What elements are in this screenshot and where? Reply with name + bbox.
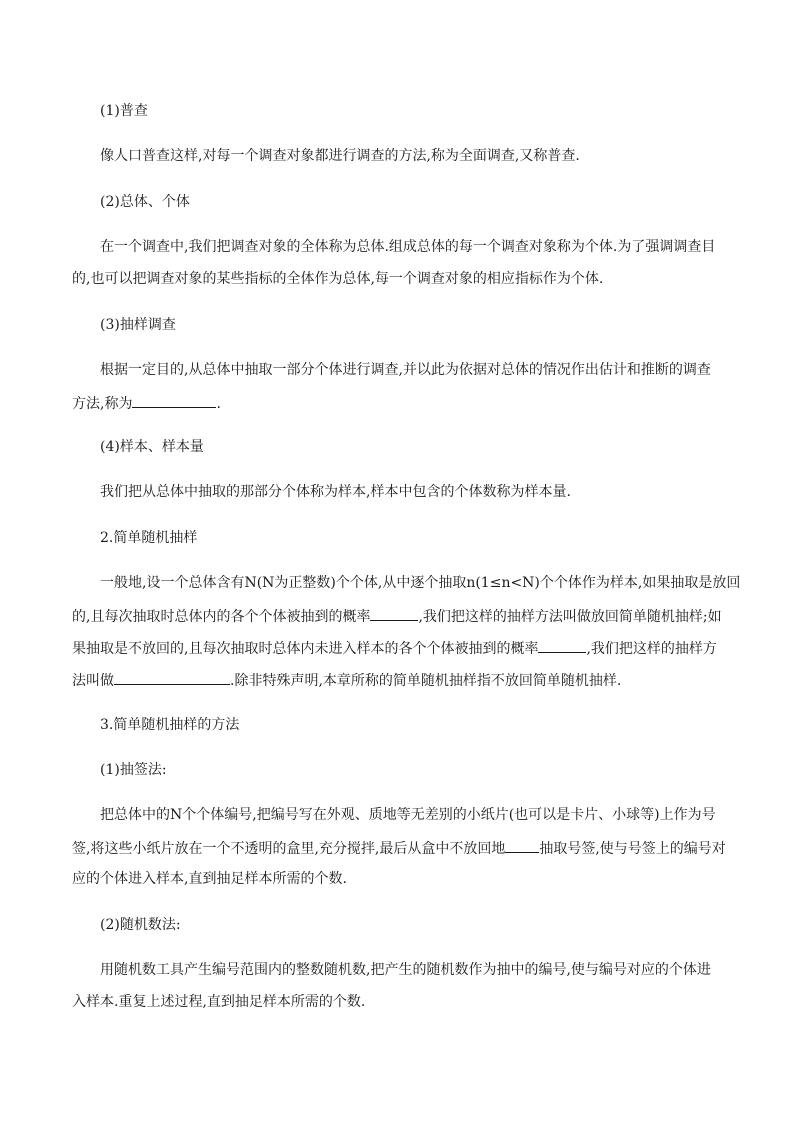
- text: 签,将这些小纸片放在一个不透明的盒里,充分搅拌,最后从盒中不放回地: [72, 841, 506, 857]
- heading-sample: (4)样本、样本量: [100, 439, 204, 455]
- fill-blank: [114, 669, 230, 685]
- heading-lottery-method: (1)抽签法:: [100, 762, 167, 778]
- text: 抽取号签,使与号签上的编号对: [539, 841, 726, 857]
- heading-simple-random-sampling: 2.简单随机抽样: [100, 530, 198, 546]
- text: .除非特殊声明,本章所称的简单随机抽样指不放回简单随机抽样.: [230, 673, 622, 689]
- paragraph-sampling-line1: 根据一定目的,从总体中抽取一部分个体进行调查,并以此为依据对总体的情况作出估计和推断的调查: [100, 362, 711, 378]
- text: ,我们把这样的抽样方法叫做放回简单随机抽样;如: [418, 609, 722, 625]
- text: .: [216, 396, 221, 412]
- text: 的,且每次抽取时总体内的各个个体被抽到的概率: [72, 609, 371, 625]
- heading-population-individual: (2)总体、个体: [100, 194, 190, 210]
- fill-blank: [370, 605, 418, 621]
- paragraph-lottery-line3: 应的个体进入样本,直到抽足样本所需的个数.: [72, 871, 347, 887]
- text: 法叫做: [72, 673, 114, 689]
- paragraph-sampling-line2: [72, 392, 221, 414]
- heading-srs-methods: 3.简单随机抽样的方法: [100, 717, 240, 733]
- heading-sampling-survey: (3)抽样调查: [100, 317, 176, 333]
- paragraph-lottery-line1: 把总体中的N个个体编号,把编号写在外观、质地等无差别的小纸片(也可以是卡片、小球等)上作为号: [100, 807, 716, 823]
- paragraph-random-number-line2: 入样本.重复上述过程,直到抽足样本所需的个数.: [72, 994, 366, 1010]
- fill-blank: [505, 837, 539, 853]
- heading-random-number-method: (2)随机数法:: [100, 917, 181, 933]
- text: 方法,称为: [72, 396, 133, 412]
- fill-blank: [132, 392, 216, 408]
- paragraph-srs-line2: [72, 605, 722, 627]
- paragraph-population-line2: 的,也可以把调查对象的某些指标的全体作为总体,每一个调查对象的相应指标作为个体.: [72, 271, 604, 287]
- heading-census: (1)普查: [100, 103, 148, 119]
- paragraph-srs-line3: [72, 637, 717, 659]
- fill-blank: [538, 637, 586, 653]
- text: 果抽取是不放回的,且每次抽取时总体内未进入样本的各个个体被抽到的概率: [72, 641, 539, 657]
- paragraph-census: 像人口普查这样,对每一个调查对象都进行调查的方法,称为全面调查,又称普查.: [100, 148, 580, 164]
- paragraph-sample: 我们把从总体中抽取的那部分个体称为样本,样本中包含的个体数称为样本量.: [100, 484, 571, 500]
- paragraph-srs-line1: 一般地,设一个总体含有N(N为正整数)个个体,从中逐个抽取n(1≤n<N)个个体作为样本,如果抽取是放回: [100, 575, 741, 591]
- text: ,我们把这样的抽样方: [586, 641, 717, 657]
- paragraph-srs-line4: [72, 669, 621, 691]
- paragraph-lottery-line2: [72, 837, 726, 859]
- paragraph-population-line1: 在一个调查中,我们把调查对象的全体称为总体.组成总体的每一个调查对象称为个体.为了强调调查目: [100, 239, 716, 255]
- paragraph-random-number-line1: 用随机数工具产生编号范围内的整数随机数,把产生的随机数作为抽中的编号,使与编号对应的个体进: [100, 962, 711, 978]
